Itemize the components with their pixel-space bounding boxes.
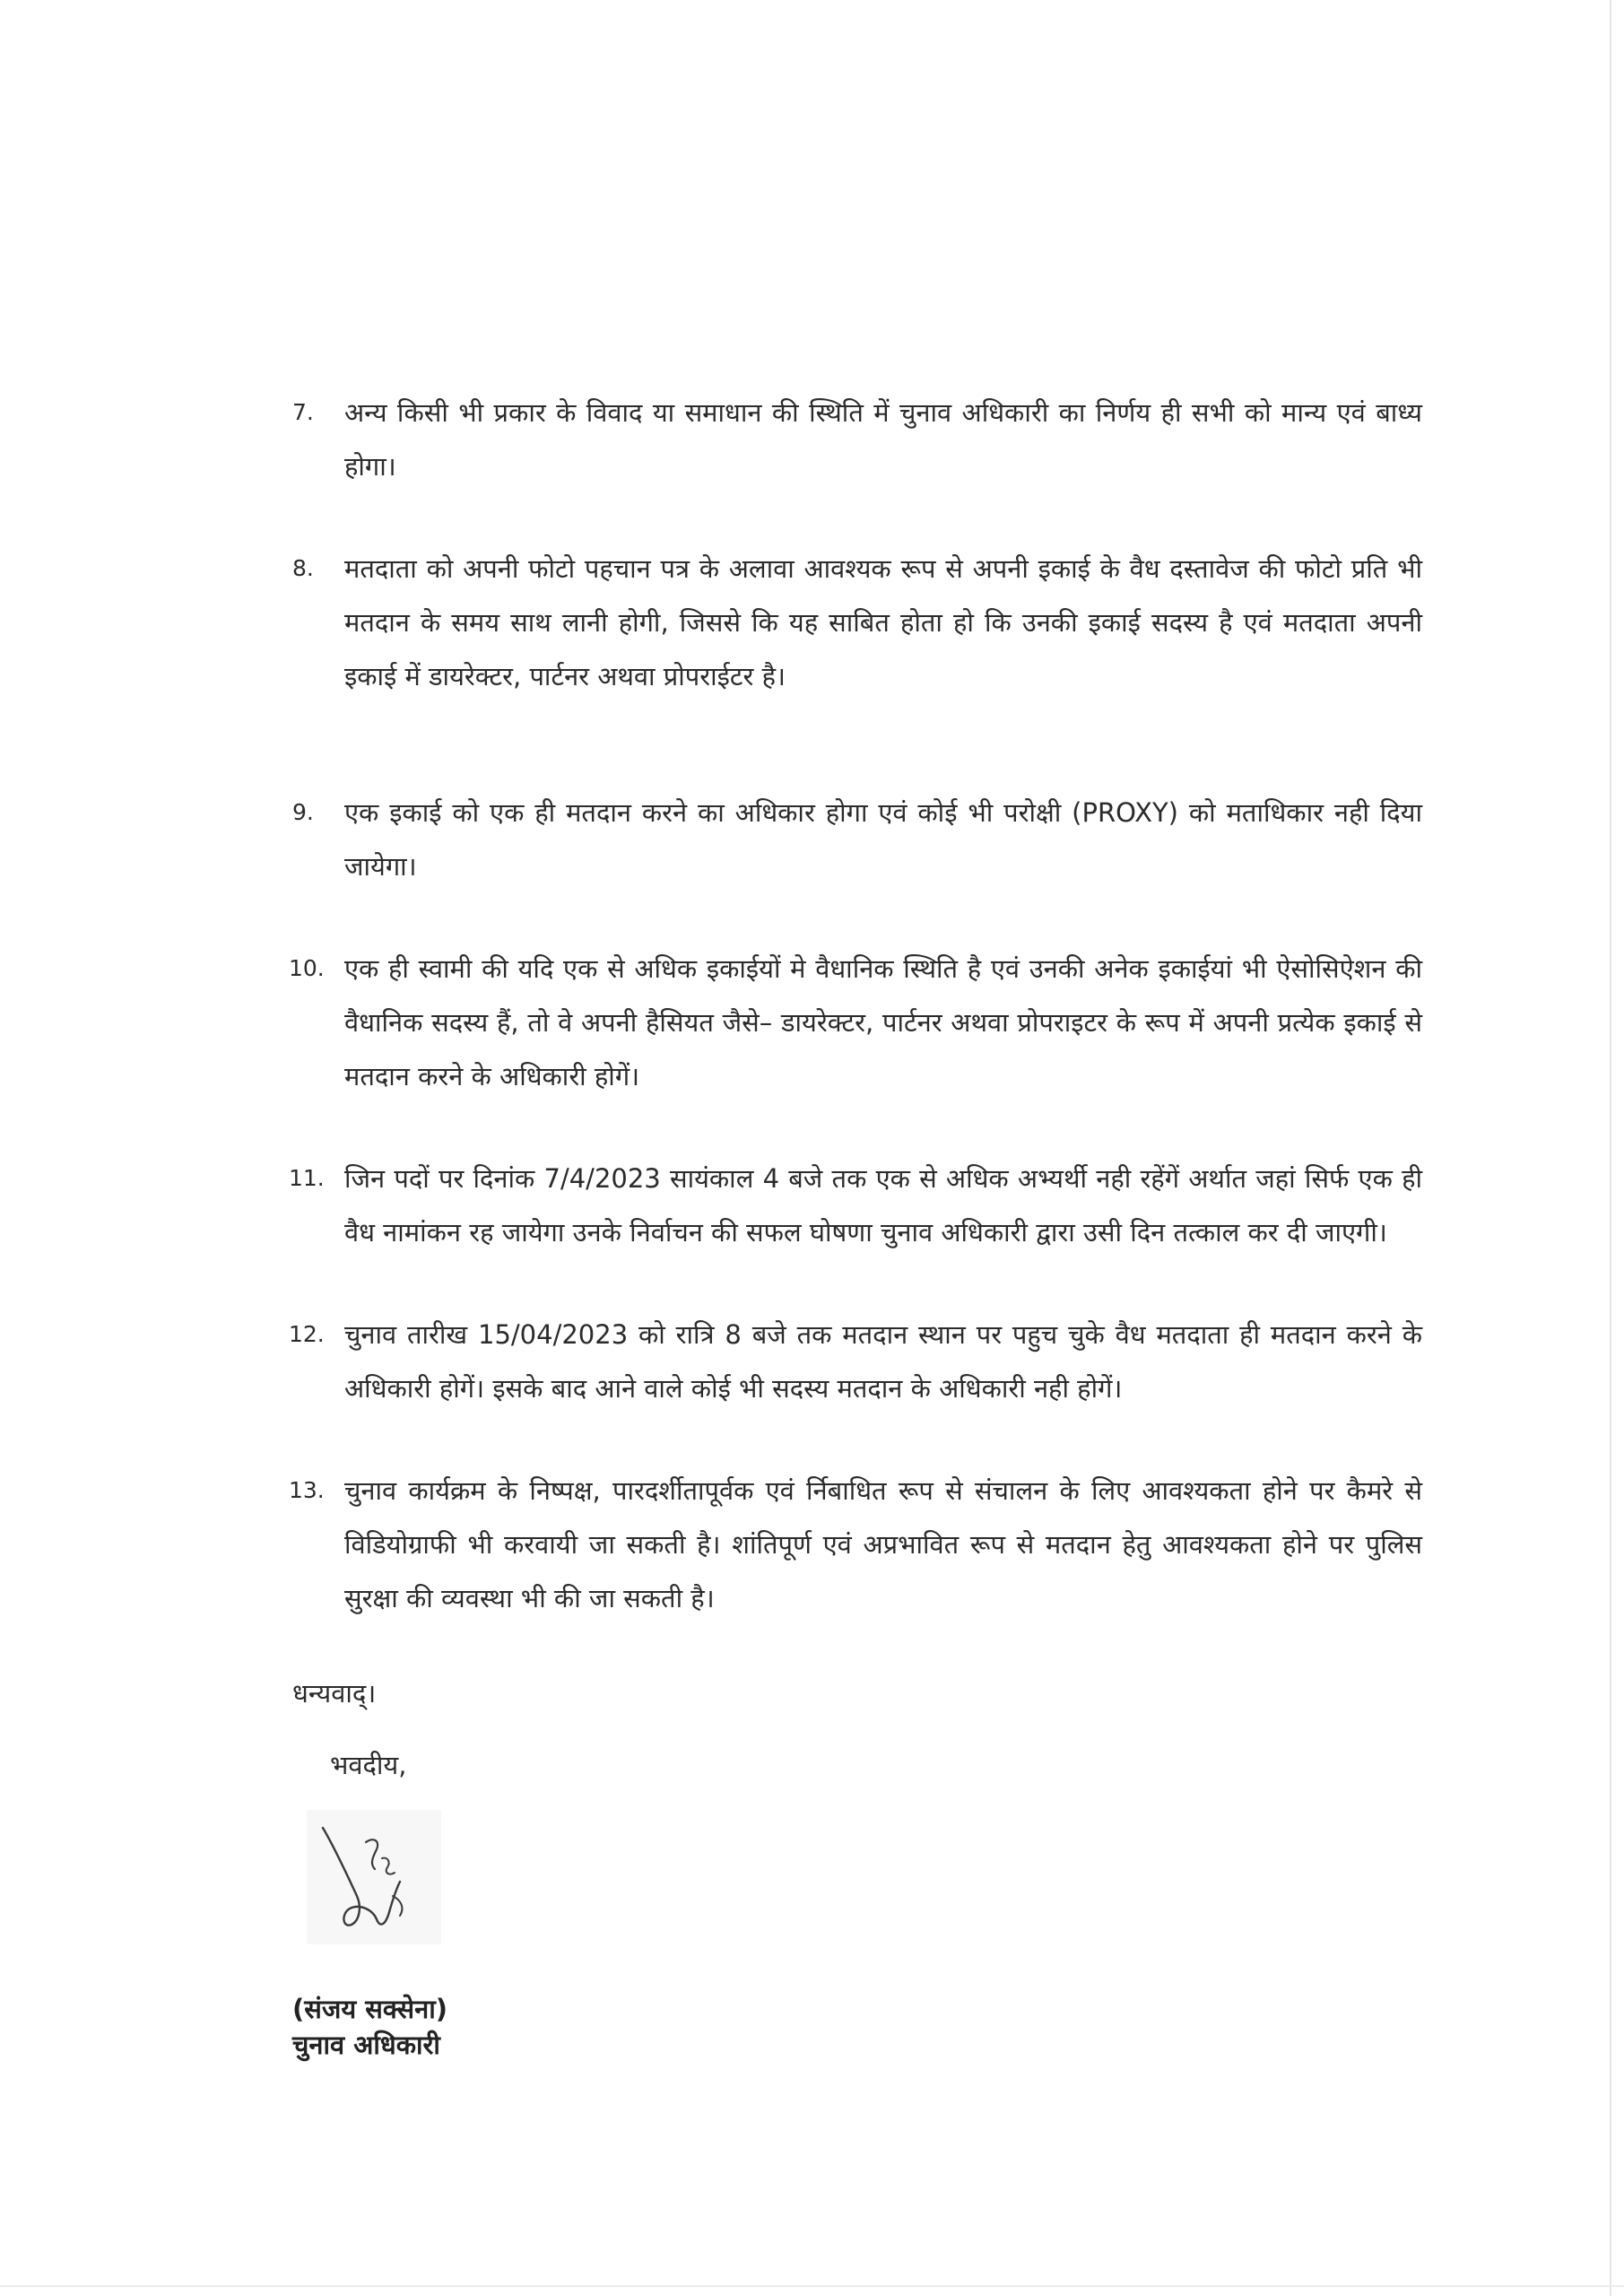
point-text: चुनाव तारीख 15/04/2023 को रात्रि 8 बजे तक मतदान स्थान पर पहुच चुके वैध मतदाता ही मतदान करने के अधिकारी होगें। इसके बाद आने वाले कोई भी सदस्य मतदान के अधिकारी नही होगें। [344, 1319, 1422, 1404]
point-7 [292, 386, 1422, 493]
point-11 [289, 1152, 1422, 1259]
point-text: एक इकाई को एक ही मतदान करने का अधिकार होगा एवं कोई भी परोक्षी (PROXY) को मताधिकार नही दिया जायेगा। [344, 797, 1422, 882]
point-number: 13. [289, 1477, 325, 1503]
point-text: जिन पदों पर दिनांक 7/4/2023 सायंकाल 4 बजे तक एक से अधिक अभ्यर्थी नही रहेंगें अर्थात जहां सिर्फ एक ही वैध नामांकन रह जायेगा उनके निर्वाचन की सफल घोषणा चुनाव अधिकारी द्वारा उसी दिन तत्काल कर दी जाएगी। [344, 1163, 1422, 1248]
point-10 [289, 942, 1422, 1103]
regards-text: भवदीय, [330, 1750, 407, 1780]
point-number: 8. [292, 555, 314, 581]
signature-image [307, 1810, 441, 1944]
point-number: 9. [292, 799, 314, 825]
point-number: 11. [289, 1165, 325, 1191]
point-number: 10. [289, 955, 325, 981]
signer-name: (संजय सक्सेना) [292, 1994, 447, 2024]
point-text: अन्य किसी भी प्रकार के विवाद या समाधान की स्थिति में चुनाव अधिकारी का निर्णय ही सभी को मान्य एवं बाध्य होगा। [344, 397, 1422, 482]
point-text: चुनाव कार्यक्रम के निष्पक्ष, पारदर्शीतापूर्वक एवं र्निबाधित रूप से संचालन के लिए आवश्यकता होने पर कैमरे से विडियोग्राफी भी करवायी जा सकती है। शांतिपूर्ण एवं अप्रभावित रूप से मतदान हेतु आवश्यकता होने पर पुलिस सुरक्षा की व्यवस्था भी की जा सकती है। [344, 1475, 1422, 1613]
page-bottom-edge [0, 2285, 1624, 2287]
point-number: 7. [292, 399, 314, 425]
signer-block [292, 1991, 1422, 2063]
point-8 [292, 542, 1422, 703]
point-13 [289, 1464, 1422, 1625]
letter-body [289, 386, 1422, 2063]
signer-designation: चुनाव अधिकारी [292, 2030, 440, 2060]
point-number: 12. [289, 1321, 325, 1347]
point-text: एक ही स्वामी की यदि एक से अधिक इकाईयों मे वैधानिक स्थिति है एवं उनकी अनेक इकाईयां भी ऐसोसिऐशन की वैधानिक सदस्य हैं, तो वे अपनी हैसियत जैसे– डायरेक्टर, पार्टनर अथवा प्रोपराइटर के रूप में अपनी प्रत्येक इकाई से मतदान करने के अधिकारी होगें। [344, 953, 1422, 1091]
point-text: मतदाता को अपनी फोटो पहचान पत्र के अलावा आवश्यक रूप से अपनी इकाई के वैध दस्तावेज की फोटो प्रति भी मतदान के समय साथ लानी होगी, जिससे कि यह साबित होता हो कि उनकी इकाई सदस्य है एवं मतदाता अपनी इकाई में डायरेक्टर, पार्टनर अथवा प्रोपराईटर है। [344, 553, 1422, 691]
thanks-text: धन्यवाद्। [292, 1678, 377, 1709]
point-12 [289, 1308, 1422, 1415]
page-edge [1610, 0, 1611, 2296]
point-9 [292, 786, 1422, 893]
